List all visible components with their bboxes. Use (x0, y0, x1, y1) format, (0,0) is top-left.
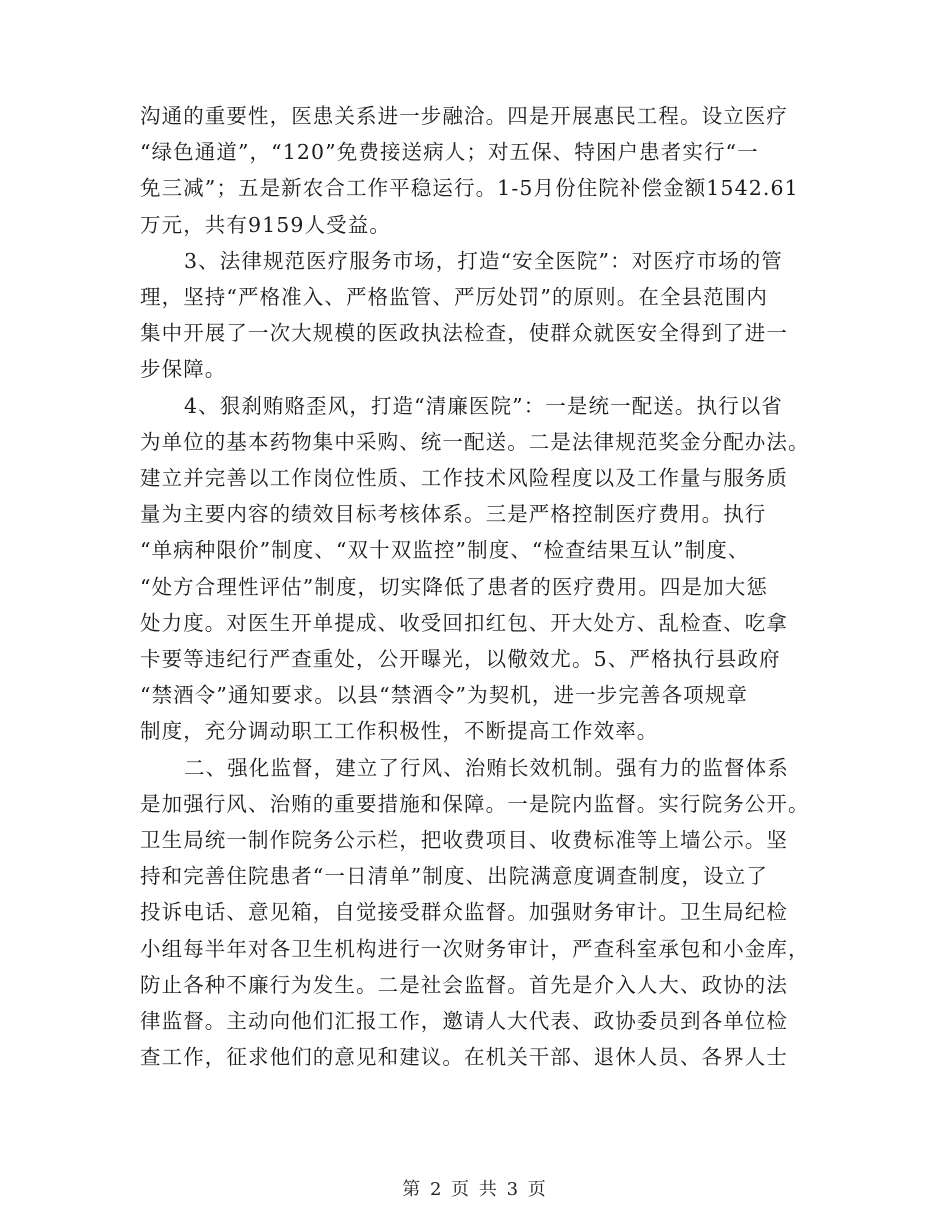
text-line: 卡要等违纪行严查重处，公开曝光，以儆效尤。5、严格执行县政府 (140, 647, 781, 672)
text-line: 二、强化监督，建立了行风、治贿长效机制。强有力的监督体系 (184, 755, 789, 780)
text-line: “处方合理性评估”制度，切实降低了患者的医疗费用。四是加大惩 (140, 574, 768, 599)
text-line: 步保障。 (140, 357, 227, 382)
text-line: 量为主要内容的绩效目标考核体系。三是严格控制医疗费用。执行 (140, 502, 767, 527)
text-line: 处力度。对医生开单提成、收受回扣红包、开大处方、乱检查、吃拿 (140, 610, 788, 635)
paragraph-clean-hospital (140, 388, 816, 750)
text-line: 4、狠刹贿赂歪风，打造“清廉医院”：一是统一配送。执行以省 (184, 393, 783, 418)
paragraph-safe-hospital (140, 243, 816, 388)
text-line: 投诉电话、意见箱，自觉接受群众监督。加强财务审计。卫生局纪检 (140, 900, 788, 925)
text-line: 为单位的基本药物集中采购、统一配送。二是法律规范奖金分配办法。 (140, 429, 810, 454)
text-line: 集中开展了一次大规模的医政执法检查，使群众就医安全得到了进一 (140, 321, 788, 346)
text-line: “绿色通道”，“120”免费接送病人；对五保、特困户患者实行“一 (140, 140, 759, 165)
text-line: 3、法律规范医疗服务市场，打造“安全医院”：对医疗市场的管 (184, 248, 783, 273)
text-line: 是加强行风、治贿的重要措施和保障。一是院内监督。实行院务公开。 (140, 791, 810, 816)
text-line: 律监督。主动向他们汇报工作，邀请人大代表、政协委员到各单位检 (140, 1009, 788, 1034)
paragraph-continued (140, 98, 816, 243)
text-line: “禁酒令”通知要求。以县“禁酒令”为契机，进一步完善各项规章 (140, 683, 748, 708)
page-footer: 第 2 页 共 3 页 (402, 1179, 548, 1200)
text-line: 免三减”；五是新农合工作平稳运行。1-5月份住院补偿金额1542.61 (140, 176, 799, 201)
text-line: “单病种限价”制度、“双十双监控”制度、“检查结果互认”制度、 (140, 538, 750, 563)
text-line: 理，坚持“严格准入、严格监管、严厉处罚”的原则。在全县范围内 (140, 285, 768, 310)
text-line: 建立并完善以工作岗位性质、工作技术风险程度以及工作量与服务质 (140, 466, 788, 491)
paragraph-supervision (140, 750, 816, 1076)
text-line: 沟通的重要性，医患关系进一步融洽。四是开展惠民工程。设立医疗 (140, 104, 788, 128)
text-line: 防止各种不廉行为发生。二是社会监督。首先是介入人大、政协的法 (140, 972, 788, 997)
text-line: 卫生局统一制作院务公示栏，把收费项目、收费标准等上墙公示。坚 (140, 828, 788, 853)
text-line: 持和完善住院患者“一日清单”制度、出院满意度调查制度，设立了 (140, 864, 768, 889)
text-line: 查工作，征求他们的意见和建议。在机关干部、退休人员、各界人士 (140, 1045, 788, 1070)
document-body (140, 98, 816, 1075)
text-line: 小组每半年对各卫生机构进行一次财务审计，严查科室承包和小金库， (140, 936, 810, 961)
text-line: 万元，共有9159人受益。 (140, 212, 391, 237)
text-line: 制度，充分调动职工工作积极性，不断提高工作效率。 (140, 719, 659, 744)
